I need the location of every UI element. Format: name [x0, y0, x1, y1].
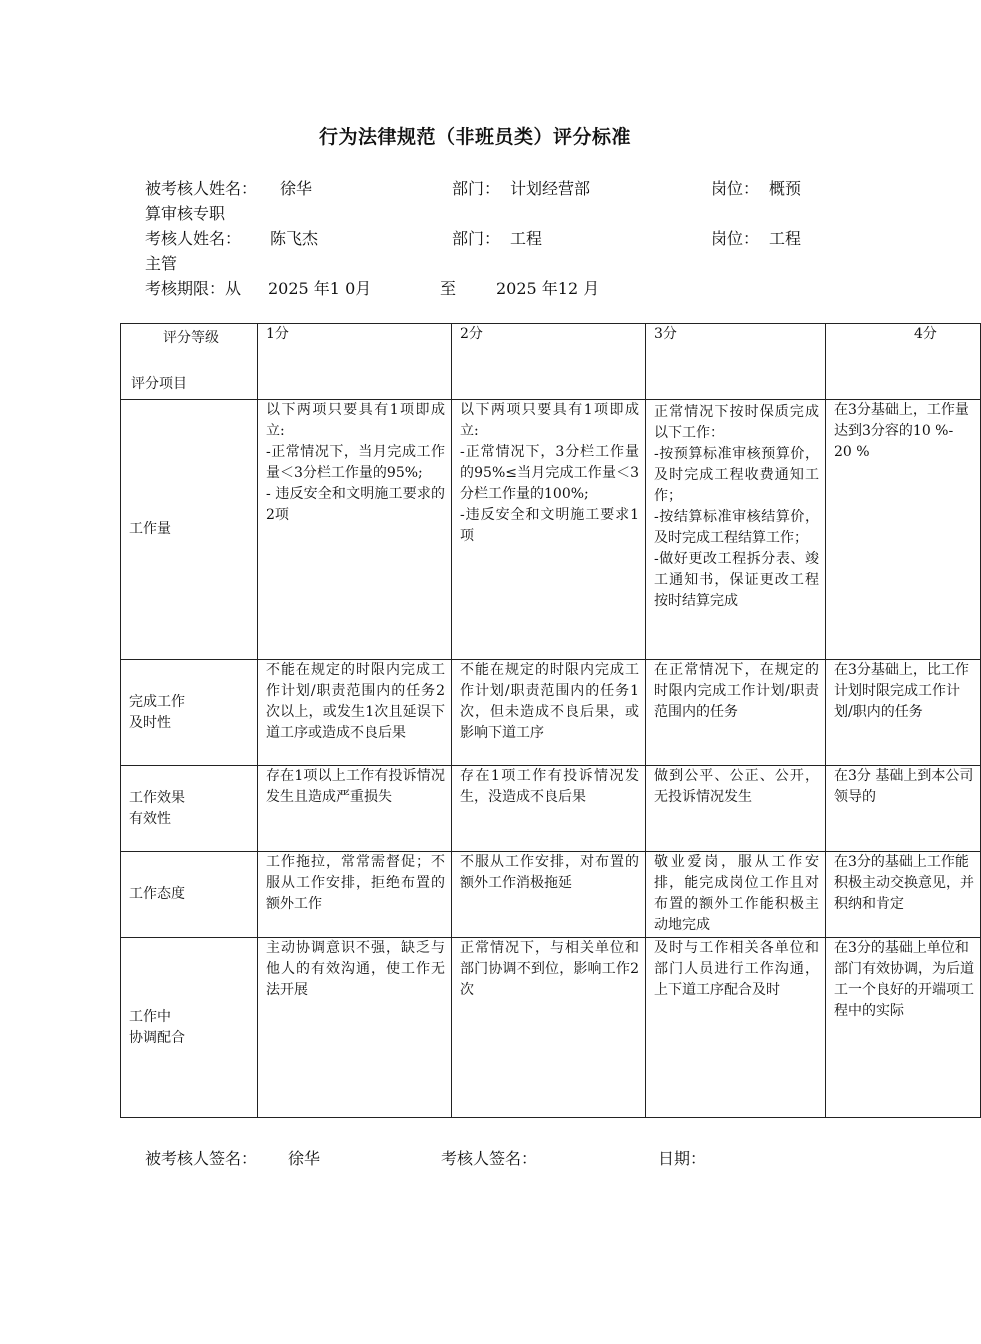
table-row — [121, 400, 981, 660]
row-label: 工作中 协调配合 — [129, 1008, 185, 1046]
score-header-3: 3分 — [646, 324, 826, 400]
scoring-table — [120, 323, 981, 1118]
score-header-2: 2分 — [452, 324, 646, 400]
criteria-cell: 不服从工作安排，对布置的额外工作消极拖延 — [460, 854, 639, 891]
dept-label: 部门： — [452, 179, 501, 198]
criteria-cell: 在3分基础上，比工作计划时限完成工作计划/职内的任务 — [834, 662, 969, 720]
criteria-cell: 正常情况下，与相关单位和部门协调不到位，影响工作2次 — [460, 940, 639, 998]
examinee-label: 被考核人姓名： — [145, 179, 258, 198]
dept-value: 工程 — [510, 229, 543, 248]
header-item-label: 评分项目 — [131, 376, 187, 392]
score-header-4: 4分 — [826, 324, 981, 400]
row-label: 工作量 — [129, 521, 171, 537]
table-row — [121, 660, 981, 766]
header-level-label: 评分等级 — [163, 330, 219, 346]
criteria-cell: 敬业爱岗，服从工作安排，能完成岗位工作且对布置的额外工作能积极主动地完成 — [654, 854, 819, 933]
criteria-cell: 在3分基础上，工作量达到3分容的10 %- 20 % — [834, 402, 969, 460]
examiner-label: 考核人姓名： — [145, 229, 242, 248]
table-row — [121, 938, 981, 1118]
criteria-cell: 在3分的基础上工作能积极主动交换意见，并积纳和肯定 — [834, 854, 974, 912]
criteria-cell: 工作拖拉，常常需督促；不服从工作安排，拒绝布置的额外工作 — [266, 854, 445, 912]
period-label: 考核期限：从 — [145, 279, 242, 298]
examinee-sign-name: 徐华 — [288, 1149, 321, 1168]
header-corner-cell — [121, 324, 258, 400]
criteria-cell: 不能在规定的时限内完成工作计划/职责范围内的任务2次以上，或发生1次且延误下道工序或造成不良后果 — [266, 662, 445, 741]
criteria-cell: 及时与工作相关各单位和部门人员进行工作沟通，上下道工序配合及时 — [654, 940, 819, 998]
criteria-cell: 在正常情况下，在规定的时限内完成工作计划/职责范围内的任务 — [654, 662, 819, 720]
score-header-1: 1分 — [258, 324, 452, 400]
criteria-cell: 正常情况下按时保质完成以下工作： -按预算标准审核预算价，及时完成工程收费通知工作； -按结算标准审核结算价，及时完成工程结算工作； -做好更改工程拆分表、竣工通知书，保证更改工程按时结算完成 — [654, 404, 819, 609]
dept-label: 部门： — [452, 229, 501, 248]
criteria-cell: 做到公平、公正、公开，无投诉情况发生 — [654, 768, 819, 805]
criteria-cell: 存在1项以上工作有投诉情况发生且造成严重损失 — [266, 768, 445, 805]
row-label: 工作态度 — [129, 886, 185, 902]
criteria-cell: 以下两项只要具有1项即成立: -正常情况下，当月完成工作量＜3分栏工作量的95%; - 违反安全和文明施工要求的2项 — [266, 402, 445, 523]
post-value-continued: 主管 — [145, 254, 178, 273]
period-from: 2025 年1 0月 — [268, 279, 372, 298]
post-value-continued: 算审核专职 — [145, 204, 226, 223]
table-header-row — [121, 324, 981, 400]
post-value: 概预 — [769, 179, 802, 198]
examiner-sign-label: 考核人签名： — [441, 1149, 538, 1168]
criteria-cell: 以下两项只要具有1项即成立: -正常情况下，3分栏工作量的95%≤当月完成工作量＜3分栏工作量的100%; -违反安全和文明施工要求1项 — [460, 402, 639, 544]
dept-value: 计划经营部 — [510, 179, 591, 198]
examiner-name: 陈飞杰 — [270, 229, 319, 248]
post-label: 岗位： — [711, 229, 760, 248]
examinee-name: 徐华 — [280, 179, 313, 198]
period-to: 2025 年12 月 — [496, 279, 600, 298]
date-label: 日期： — [658, 1149, 707, 1168]
table-row — [121, 852, 981, 938]
criteria-cell: 存在1项工作有投诉情况发生，没造成不良后果 — [460, 768, 639, 805]
row-label: 工作效果 有效性 — [129, 789, 185, 827]
document-title: 行为法律规范（非班员类）评分标准 — [318, 126, 631, 148]
criteria-cell: 不能在规定的时限内完成工作计划/职责范围内的任务1次，但未造成不良后果，或影响下道工序 — [460, 662, 639, 741]
post-label: 岗位： — [711, 179, 760, 198]
examinee-sign-label: 被考核人签名： — [145, 1149, 258, 1168]
criteria-cell: 主动协调意识不强，缺乏与他人的有效沟通，使工作无法开展 — [266, 940, 445, 998]
criteria-cell: 在3分的基础上单位和部门有效协调，为后道工一个良好的开端项工程中的实际 — [834, 940, 974, 1019]
post-value: 工程 — [769, 229, 802, 248]
row-label: 完成工作 及时性 — [129, 693, 185, 731]
period-to-label: 至 — [440, 279, 457, 298]
criteria-cell: 在3分 基础上到本公司领导的 — [834, 768, 974, 805]
table-row — [121, 766, 981, 852]
